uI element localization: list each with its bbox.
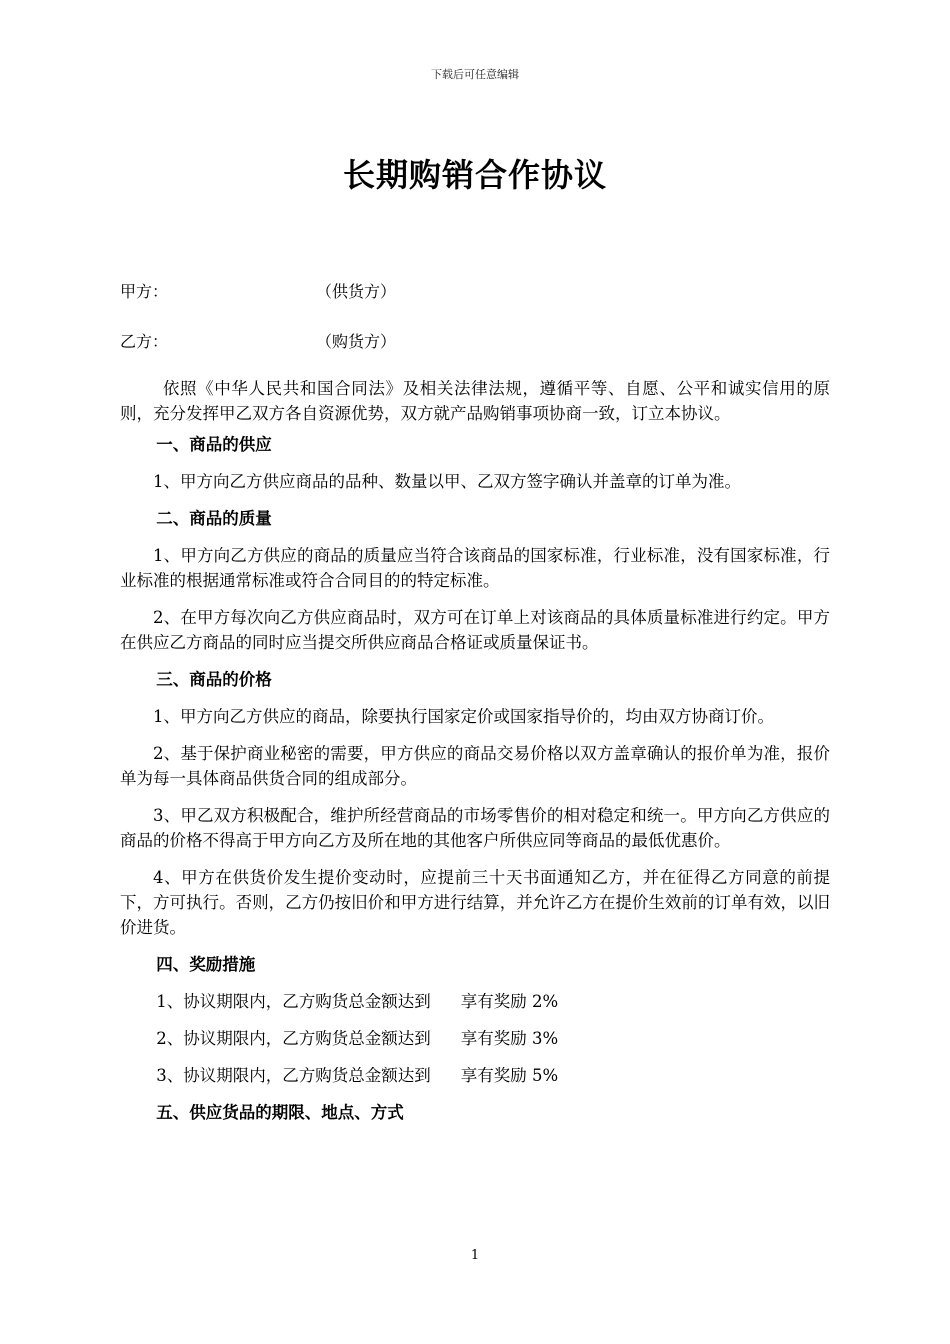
reward-line [120, 989, 830, 1014]
clause: 1、甲方向乙方供应的商品的质量应当符合该商品的国家标准，行业标准，没有国家标准，行业标准的根据通常标准或符合合同目的的特定标准。 [120, 546, 830, 590]
intro-paragraph: 依照《中华人民共和国合同法》及相关法律法规，遵循平等、自愿、公平和诚实信用的原则，充分发挥甲乙双方各自资源优势，双方就产品购销事项协商一致，订立本协议。 [120, 379, 830, 423]
party-a-line [120, 279, 396, 302]
section-heading: 三、商品的价格 [156, 670, 272, 689]
section-heading: 四、奖励措施 [156, 955, 256, 974]
reward-value: 享有奖励 3% [460, 1029, 559, 1048]
clause: 2、基于保护商业秘密的需要，甲方供应的商品交易价格以双方盖章确认的报价单为准，报价单为每一具体商品供货合同的组成部分。 [120, 744, 830, 788]
party-b-line [120, 329, 396, 352]
clause: 2、在甲方每次向乙方供应商品时，双方可在订单上对该商品的具体质量标准进行约定。甲方在供应乙方商品的同时应当提交所供应商品合格证或质量保证书。 [120, 608, 830, 652]
party-a-desc: （供货方） [316, 282, 397, 301]
reward-condition: 2、协议期限内，乙方购货总金额达到 [156, 1029, 431, 1048]
reward-value: 享有奖励 5% [460, 1066, 559, 1085]
clause: 1、甲方向乙方供应的商品，除要执行国家定价或国家指导价的，均由双方协商订价。 [153, 707, 774, 726]
section-heading: 二、商品的质量 [156, 509, 272, 528]
clause: 1、甲方向乙方供应商品的品种、数量以甲、乙双方签字确认并盖章的订单为准。 [153, 472, 741, 491]
header-note: 下载后可任意编辑 [431, 68, 519, 81]
clause: 3、甲乙双方积极配合，维护所经营商品的市场零售价的相对稳定和统一。甲方向乙方供应的商品的价格不得高于甲方向乙方及所在地的其他客户所供应同等商品的最低优惠价。 [120, 806, 830, 850]
party-b-desc: （购货方） [316, 332, 397, 351]
reward-line [120, 1063, 830, 1088]
document-title: 长期购销合作协议 [342, 156, 607, 194]
reward-condition: 1、协议期限内，乙方购货总金额达到 [156, 992, 431, 1011]
party-b-label: 乙方： [120, 332, 169, 351]
document-body [120, 376, 830, 1137]
reward-line [120, 1026, 830, 1051]
party-a-label: 甲方： [120, 282, 169, 301]
section-heading: 五、供应货品的期限、地点、方式 [156, 1103, 404, 1122]
reward-condition: 3、协议期限内，乙方购货总金额达到 [156, 1066, 431, 1085]
section-heading: 一、商品的供应 [156, 435, 272, 454]
reward-value: 享有奖励 2% [460, 992, 559, 1011]
page-number: 1 [470, 1248, 480, 1263]
clause: 4、甲方在供货价发生提价变动时，应提前三十天书面通知乙方，并在征得乙方同意的前提下，方可执行。否则，乙方仍按旧价和甲方进行结算，并允许乙方在提价生效前的订单有效，以旧价进货。 [120, 868, 830, 937]
